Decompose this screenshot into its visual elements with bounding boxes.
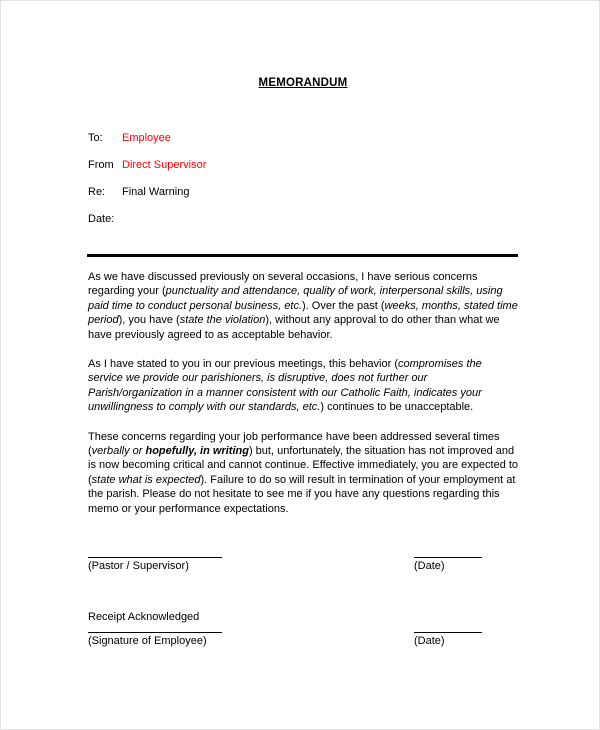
field-row-to [88, 132, 520, 159]
p1-italic-1: punctuality and attendance, quality of work, interpersonal skills, using paid time to conduct personal business, etc. [88, 285, 503, 312]
page-title-text: MEMORANDUM [258, 77, 348, 89]
paragraph-3 [88, 430, 519, 516]
signature-row-employee [88, 632, 519, 652]
signature-block-employee [88, 632, 519, 652]
p2-segment-1: As I have stated to you in our previous meetings, this behavior ( [88, 358, 398, 371]
p2-segment-2: ) continues to be unacceptable. [320, 401, 474, 414]
field-value-to: Employee [122, 132, 171, 144]
p2-italic-1: compromises the service we provide our parishioners, is disruptive, does not further our Parish/organization in a manner consistent with our Catholic Faith, indicates your unwillingness to comply with our standards, etc. [88, 358, 482, 414]
signature-line-date-employee[interactable] [414, 632, 482, 633]
paragraph-2 [88, 357, 519, 415]
p3-bold-italic-1: hopefully, in writing [145, 445, 249, 458]
p3-italic-1: verbally or [91, 445, 146, 458]
p1-italic-3: state the violation [179, 314, 266, 327]
page-title [87, 77, 519, 89]
p3-segment-1: These concerns regarding your job performance have been addressed several times ( [88, 430, 500, 458]
p1-segment-3: ), you have ( [118, 314, 180, 327]
memo-header-fields [88, 132, 520, 240]
field-row-from [88, 159, 520, 186]
signature-caption-employee: (Signature of Employee) [88, 635, 207, 647]
signature-line-date-supervisor[interactable] [414, 557, 482, 558]
field-row-date [88, 213, 520, 240]
p3-segment-2: ) but, unfortunately, the situation has not improved and is now becoming critical and cannot continue. Effective immediately, you are expected to ( [88, 445, 519, 486]
field-label-from: From [88, 159, 114, 171]
signature-line-supervisor[interactable] [88, 557, 222, 558]
signature-caption-date-supervisor: (Date) [414, 560, 445, 572]
p1-segment-1: As we have discussed previously on several occasions, I have serious concerns regarding your ( [88, 271, 478, 298]
paragraph-1 [88, 270, 519, 342]
signature-line-employee[interactable] [88, 632, 222, 633]
p3-italic-2: state what is expected [91, 473, 201, 486]
p3-segment-3: ). Failure to do so will result in termination of your employment at the parish. Please do not hesitate to see me if you have any questions regarding this memo or your performance expectations. [88, 473, 516, 515]
p1-segment-2: ). Over the past ( [302, 299, 385, 312]
signature-block-supervisor [88, 557, 519, 577]
field-label-to: To: [88, 132, 103, 144]
field-row-re [88, 186, 520, 213]
p1-segment-4: ), without any approval to do other than what we have previously agreed to as acceptable behavior. [88, 314, 500, 341]
p1-italic-2: weeks, months, stated time period [88, 299, 518, 327]
memo-body [88, 270, 519, 516]
field-label-re: Re: [88, 186, 106, 198]
signature-caption-date-employee: (Date) [414, 635, 445, 647]
signature-caption-supervisor: (Pastor / Supervisor) [88, 560, 189, 572]
field-value-from: Direct Supervisor [122, 159, 207, 171]
header-divider-rule [87, 254, 518, 257]
receipt-acknowledged-label: Receipt Acknowledged [88, 611, 200, 623]
field-label-date: Date: [88, 213, 115, 225]
field-value-re: Final Warning [122, 186, 190, 198]
signature-row-supervisor [88, 557, 519, 577]
